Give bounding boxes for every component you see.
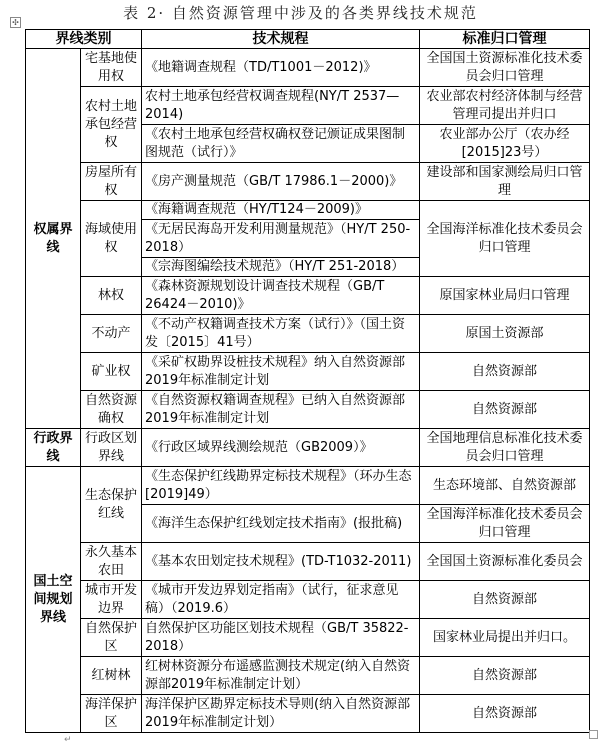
management-cell: 农业部办公厅（农办经[2015]23号） <box>420 125 590 163</box>
table-row <box>26 543 590 581</box>
subcategory-cell: 矿业权 <box>81 353 142 391</box>
subcategory-cell: 海洋保护区 <box>81 695 142 733</box>
management-cell: 全国地理信息标准化技术委员会归口管理 <box>420 429 590 467</box>
table-resize-handle-icon[interactable] <box>589 730 598 739</box>
subcategory-cell: 农村土地承包经营权 <box>81 87 142 163</box>
table-row <box>26 391 590 429</box>
management-cell: 建设部和国家测绘局归口管理 <box>420 163 590 201</box>
table-row <box>26 619 590 657</box>
standard-cell: 《城市开发边界划定指南》（试行，征求意见稿）（2019.6） <box>142 581 420 619</box>
boundary-standards-table <box>25 29 590 733</box>
table-row <box>26 581 590 619</box>
management-cell: 农业部农村经济体制与经营管理司提出并归口 <box>420 87 590 125</box>
management-cell: 自然资源部 <box>420 353 590 391</box>
management-cell: 生态环境部、自然资源部 <box>420 467 590 505</box>
table-row <box>26 163 590 201</box>
management-cell: 自然资源部 <box>420 657 590 695</box>
subcategory-cell: 林权 <box>81 277 142 315</box>
management-cell: 全国国土资源标准化技术委员会归口管理 <box>420 49 590 87</box>
standard-cell: 《海籍调查规范（HY/T124－2009)》 <box>142 201 420 220</box>
standard-cell: 《基本农田划定技术规程》(TD-T1032-2011) <box>142 543 420 581</box>
subcategory-cell: 红树林 <box>81 657 142 695</box>
table-row <box>26 201 590 220</box>
standard-cell: 《无居民海岛开发利用测量规范》（HY/T 250-2018） <box>142 220 420 258</box>
category-cell: 权属界线 <box>26 49 81 429</box>
table-row <box>26 467 590 505</box>
management-cell: 自然资源部 <box>420 391 590 429</box>
table-row <box>26 315 590 353</box>
standard-cell: 《不动产权籍调查技术方案（试行）》（国土资发〔2015〕41号） <box>142 315 420 353</box>
management-cell: 原国家林业局归口管理 <box>420 277 590 315</box>
subcategory-cell: 生态保护红线 <box>81 467 142 543</box>
standard-cell: 《宗海图编绘技术规范》（HY/T 251-2018） <box>142 258 420 277</box>
header-category: 界线类别 <box>26 30 142 49</box>
subcategory-cell: 海域使用权 <box>81 201 142 277</box>
standard-cell: 海洋保护区勘界定标技术导则(纳入自然资源部2019年标准制定计划） <box>142 695 420 733</box>
standard-cell: 农村土地承包经营权调查规程(NY/T 2537—2014) <box>142 87 420 125</box>
standard-cell: 红树林资源分布遥感监测技术规定(纳入自然资源部2019年标准制定计划） <box>142 657 420 695</box>
standard-cell: 自然保护区功能区划技术规程（GB/T 35822-2018） <box>142 619 420 657</box>
table-move-handle-icon[interactable]: ✣ <box>10 17 21 28</box>
subcategory-cell: 不动产 <box>81 315 142 353</box>
subcategory-cell: 永久基本农田 <box>81 543 142 581</box>
management-cell: 全国海洋标准化技术委员会归口管理 <box>420 201 590 277</box>
table-row <box>26 49 590 87</box>
table-row <box>26 353 590 391</box>
table-row <box>26 277 590 315</box>
standard-cell: 《行政区域界线测绘规范（GB2009）》 <box>142 429 420 467</box>
header-management: 标准归口管理 <box>420 30 590 49</box>
table-row <box>26 695 590 733</box>
subcategory-cell: 自然保护区 <box>81 619 142 657</box>
subcategory-cell: 宅基地使用权 <box>81 49 142 87</box>
category-cell: 行政界线 <box>26 429 81 467</box>
subcategory-cell: 自然资源确权 <box>81 391 142 429</box>
standard-cell: 《地籍调查规程（TD/T1001－2012)》 <box>142 49 420 87</box>
management-cell: 全国海洋标准化技术委员会归口管理 <box>420 505 590 543</box>
management-cell: 全国国土资源标准化委员会 <box>420 543 590 581</box>
subcategory-cell: 城市开发边界 <box>81 581 142 619</box>
standard-cell: 《农村土地承包经营权确权登记颁证成果图制图规范（试行）》 <box>142 125 420 163</box>
table-caption: 表 2· 自然资源管理中涉及的各类界线技术规范 <box>123 4 478 22</box>
header-standard: 技术规程 <box>142 30 420 49</box>
subcategory-cell: 房屋所有权 <box>81 163 142 201</box>
subcategory-cell: 行政区划界线 <box>81 429 142 467</box>
standard-cell: 《房产测量规范（GB/T 17986.1－2000)》 <box>142 163 420 201</box>
table-row <box>26 87 590 125</box>
management-cell: 自然资源部 <box>420 695 590 733</box>
management-cell: 自然资源部 <box>420 581 590 619</box>
management-cell: 国家林业局提出并归口。 <box>420 619 590 657</box>
standard-cell: 《生态保护红线勘界定标技术规程》（环办生态[2019]49） <box>142 467 420 505</box>
paragraph-mark-icon: ↵ <box>64 735 72 745</box>
management-cell: 原国土资源部 <box>420 315 590 353</box>
standard-cell: 《采矿权勘界设桩技术规程》纳入自然资源部2019年标准制定计划 <box>142 353 420 391</box>
standard-cell: 《海洋生态保护红线划定技术指南》(报批稿) <box>142 505 420 543</box>
category-cell: 国土空间规划界线 <box>26 467 81 733</box>
standard-cell: 《自然资源权籍调查规程》已纳入自然资源部2019年标准制定计划 <box>142 391 420 429</box>
table-row <box>26 657 590 695</box>
table-row <box>26 429 590 467</box>
standard-cell: 《森林资源规划设计调查技术规程（GB/T 26424－2010)》 <box>142 277 420 315</box>
